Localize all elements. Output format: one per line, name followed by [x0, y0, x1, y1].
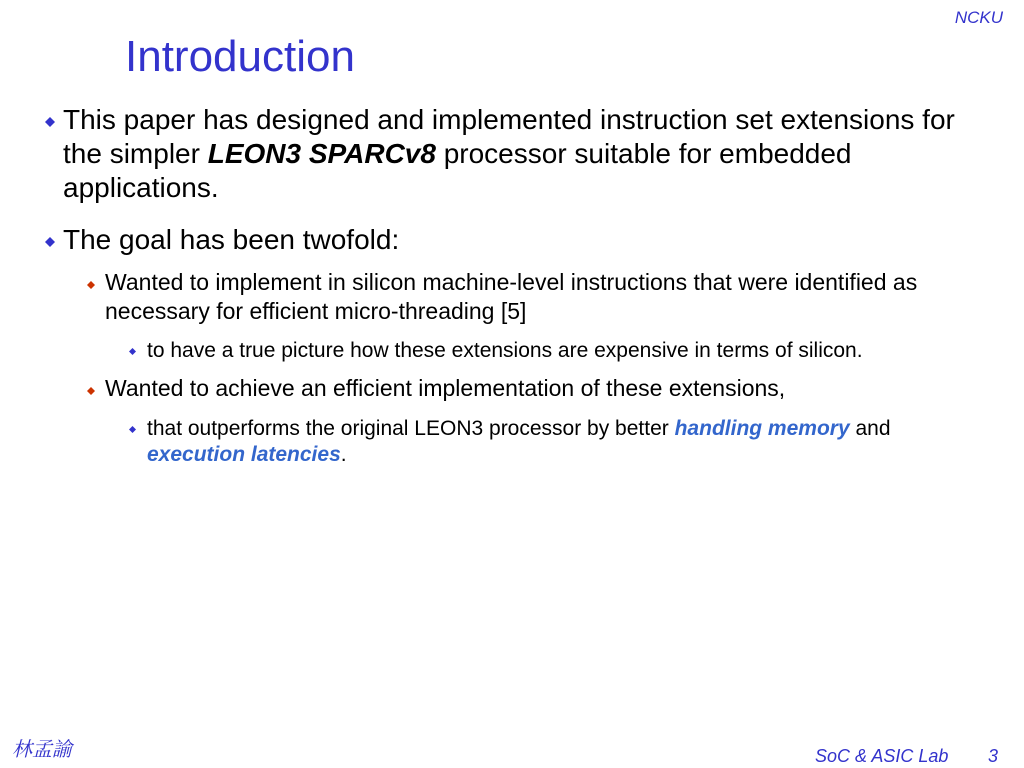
bullet-line: Wanted to implement in silicon machine-level instructions that were identified as — [105, 269, 918, 295]
highlight-text: execution latencies — [147, 443, 341, 466]
bullet-line: necessary for efficient micro-threading [5] — [105, 298, 527, 324]
diamond-bullet-icon — [129, 348, 136, 355]
bullet-line: to have a true picture how these extensions are expensive in terms of silicon. — [147, 339, 863, 362]
highlight-text: handling memory — [674, 417, 850, 440]
bullet-line: This paper has designed and implemented instruction set extensions for — [63, 104, 955, 135]
sub-bullet-implement — [105, 268, 917, 326]
diamond-bullet-icon — [45, 117, 55, 127]
bullet-paper-summary — [63, 103, 955, 205]
detail-bullet-silicon — [147, 338, 863, 364]
author-name: 林孟諭 — [12, 739, 72, 761]
sub-bullet-efficiency — [105, 374, 785, 403]
diamond-bullet-icon — [87, 281, 95, 289]
slide-title: Introduction — [125, 32, 355, 81]
bullet-line: The goal has been twofold: — [63, 224, 400, 255]
lab-name: SoC & ASIC Lab — [815, 746, 949, 766]
bullet-text: the simpler — [63, 138, 208, 169]
diamond-bullet-icon — [129, 426, 136, 433]
bullet-goal — [63, 223, 399, 257]
bullet-line — [147, 416, 891, 442]
diamond-bullet-icon — [45, 237, 55, 247]
detail-bullet-performance — [147, 416, 891, 468]
bullet-text: and — [849, 417, 891, 440]
emphasis-text: LEON3 SPARCv8 — [207, 138, 436, 169]
bullet-line: Wanted to achieve an efficient implementation of these extensions, — [105, 375, 786, 401]
diamond-bullet-icon — [87, 387, 95, 395]
bullet-text: processor suitable for embedded — [435, 138, 852, 169]
page-number: 3 — [988, 746, 999, 766]
bullet-line: applications. — [63, 172, 219, 203]
bullet-line — [147, 442, 891, 468]
bullet-text: . — [340, 443, 347, 466]
org-label: NCKU — [954, 8, 1003, 27]
bullet-line — [63, 137, 955, 171]
bullet-text: that outperforms the original LEON3 processor by better — [147, 417, 675, 440]
